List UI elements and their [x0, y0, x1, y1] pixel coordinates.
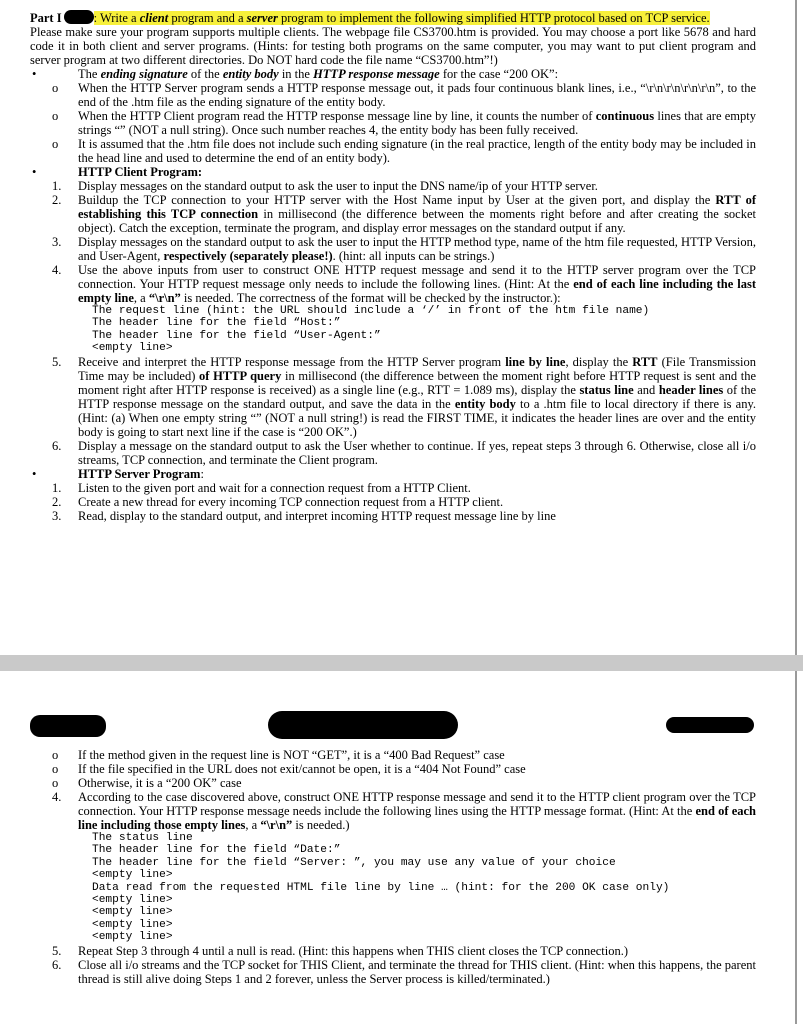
- server-step: 4. According to the case discovered above, construct ONE HTTP response message and send it to the HTTP client program over the TCP connection. Your HTTP response message needs include the following lines using the HTTP message format. (Hint: At the end of each line including those empty lines, a “\r\n” is needed.): [52, 790, 756, 832]
- server-step: 2. Create a new thread for every incoming TCP connection request from a HTTP client.: [52, 494, 504, 509]
- client-section-heading: • HTTP Client Program:: [32, 165, 203, 179]
- highlighted-headline: : Write a client program and a server program to implement the following simplified HTTP protocol based on TCP service.: [93, 11, 710, 25]
- response-format-block: The status line The header line for the field “Date:” The header line for the field “Server: ”, you may use any value of your choice <empty line> Data read from the requested HTML file line by line … (hint: for the 200 OK case only) <empty line> <empty line> <empty line> <empty line>: [92, 832, 670, 944]
- client-step: 2. Buildup the TCP connection to your HTTP server with the Host Name input by User at the given port, and display the RTT of establishing this TCP connection in millisecond (the difference between the moments right before and after creating the socket object). Catch the exception, terminate the program, and display error messages on the standard output if any.: [52, 193, 757, 235]
- client-step: 5. Receive and interpret the HTTP response message from the HTTP Server program line by line, display the RTT (File Transmission Time may be included) of HTTP query in millisecond (the difference between the moment right before HTTP request is sent and the moment right after HTTP response is received) as a single line (e.g., RTT = 1.089 ms), display the status line and header lines of the HTTP response message on the standard output, and save the data in the entity body to a .htm file to local directory if there is any. (Hint: (a) When one empty string “” (NOT a null string!) is read the FIRST TIME, it indicates the header lines are over and the entity body is going to start next line if the case is “200 OK”.): [52, 354, 757, 439]
- part-label: Part I: [30, 11, 62, 25]
- redaction-mark: [666, 717, 754, 733]
- part1-intro: Please make sure your program supports multiple clients. The webpage file CS3700.htm is provided. You may choose a port like 5678 and hard code it in both client and server programs. (Hints: for testing both programs on the same computer, you may want to put client program and server program at two different directories. Do NOT hard code the file name “CS3700.htm”!): [30, 25, 756, 67]
- redaction-mark: [64, 10, 94, 24]
- client-step: 6. Display a message on the standard output to ask the User whether to continue. If yes, repeat steps 3 through 6. Otherwise, close all i/o streams, TCP connection, and terminate the Client program.: [52, 438, 756, 467]
- server-step: 5. Repeat Step 3 through 4 until a null is read. (Hint: this happens when THIS client closes the TCP connection.): [52, 943, 629, 958]
- server-step: 3. Read, display to the standard output, and interpret incoming HTTP request message line by line: [52, 508, 556, 523]
- server-case-item: o Otherwise, it is a “200 OK” case: [52, 776, 242, 790]
- server-section-heading: • HTTP Server Program:: [32, 466, 204, 481]
- request-format-block: The request line (hint: the URL should include a ‘/’ in front of the htm file name) The header line for the field “Host:” The header line for the field “User-Agent:” <empty line>: [92, 305, 650, 355]
- client-step: 3. Display messages on the standard output to ask the user to input the HTTP method type, name of the htm file requested, HTTP Version, and User-Agent, respectively (separately please!). (hint: all inputs can be strings.): [52, 235, 756, 263]
- client-step: 4. Use the above inputs from user to construct ONE HTTP request message and send it to the HTTP server program over the TCP connection. Your HTTP request message only needs to include the following lines. (Hint: At the end of each line including the last empty line, a “\r\n” is needed. The correctness of the format will be checked by the instructor.):: [52, 263, 757, 305]
- document-page-2: [0, 671, 797, 1024]
- redaction-mark: [268, 711, 458, 739]
- server-case-item: o If the method given in the request line is NOT “GET”, it is a “400 Bad Request” case: [52, 748, 505, 762]
- page-separator: [0, 655, 803, 671]
- redaction-mark: [30, 715, 106, 737]
- page-1-content: [30, 10, 756, 523]
- ending-sub-item: o When the HTTP Server program sends a HTTP response message out, it pads four continuous blank lines, i.e., “\r\n\r\n\r\n\r\n”, to the end of the .htm file as the ending signature of the entity body.: [52, 81, 756, 109]
- ending-signature-item: • The ending signature of the entity body in the HTTP response message for the case “200 OK”:: [32, 67, 559, 81]
- page-2-content: [30, 748, 756, 986]
- ending-sub-item: o It is assumed that the .htm file does not include such ending signature (in the real practice, length of the entity body may be included in the head line and used to determine the end of an entity body).: [52, 137, 756, 165]
- server-step: 1. Listen to the given port and wait for a connection request from a HTTP Client.: [52, 480, 471, 495]
- ending-sub-item: o When the HTTP Client program read the HTTP response message line by line, it counts the number of continuous lines that are empty strings “” (NOT a null string). Once such number reaches 4, the entity body has been fully received.: [52, 109, 756, 137]
- client-step: 1. Display messages on the standard output to ask the user to input the DNS name/ip of your HTTP server.: [52, 179, 598, 193]
- server-case-item: o If the file specified in the URL does not exit/cannot be open, it is a “404 Not Found” case: [52, 762, 526, 776]
- server-step: 6. Close all i/o streams and the TCP socket for THIS Client, and terminate the thread for THIS client. (Hint: when this happens, the parent thread is still alive doing Steps 1 and 2 forever, unless the Server process is killed/terminated.): [52, 957, 756, 986]
- part1-headline: [30, 10, 756, 25]
